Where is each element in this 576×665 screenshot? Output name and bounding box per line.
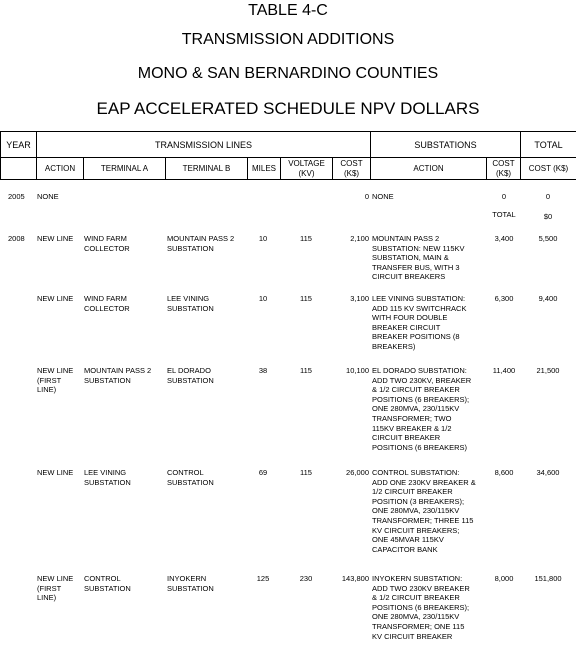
cell-voltage: 115 [300, 234, 312, 243]
cell-terminal-a: MOUNTAIN PASS 2 SUBSTATION [84, 366, 152, 385]
cell-year: 2005 [8, 192, 25, 201]
cell-voltage: 115 [300, 468, 312, 477]
cell-voltage: 115 [300, 366, 312, 375]
cell-terminal-a: LEE VINING SUBSTATION [84, 468, 131, 487]
cell-cost: 3,100 [350, 294, 369, 303]
cell-terminal-b: INYOKERN SUBSTATION [167, 574, 214, 593]
cell-voltage: 230 [299, 574, 313, 583]
cell-total: 5,500 [538, 234, 558, 243]
cell-sub-cost: 11,400 [492, 366, 516, 375]
header-transmission-lines: TRANSMISSION LINES [37, 132, 371, 158]
header-terminal-a: TERMINAL A [84, 158, 166, 180]
cell-cost: 0 [364, 192, 369, 201]
total-value: $0 [543, 212, 553, 221]
cell-terminal-a: CONTROL SUBSTATION [84, 574, 131, 593]
cell-sub-cost: 8,000 [494, 574, 514, 583]
cell-action: NONE [37, 192, 59, 201]
cell-total: 21,500 [536, 366, 560, 375]
table-number: TABLE 4-C [248, 2, 328, 19]
cell-cost: 2,100 [350, 234, 369, 243]
header-sub-cost: COST (K$) [487, 158, 521, 180]
cell-miles: 69 [258, 468, 268, 477]
cell-year: 2008 [8, 234, 25, 243]
cell-sub-action: EL DORADO SUBSTATION: ADD TWO 230KV, BREAKER & 1/2 CIRCUIT BREAKER POSITIONS (6 BREAKERS); ONE 280MVA, 230/115KV TRANSFORMER; TWO 115KV BREAKER & 1/2 CIRCUIT BREAKER POSITIONS (6 BREAKERS) [372, 366, 472, 452]
cell-sub-action: LEE VINING SUBSTATION: ADD 115 KV SWITCHRACK WITH FOUR DOUBLE BREAKER CIRCUIT BREAKER POSITIONS (8 BREAKERS) [372, 294, 467, 351]
header-miles: MILES [248, 158, 281, 180]
cell-sub-action: NONE [372, 192, 394, 201]
cell-action: NEW LINE [37, 294, 74, 303]
header-voltage: VOLTAGE (KV) [281, 158, 333, 180]
cell-sub-action: MOUNTAIN PASS 2 SUBSTATION: NEW 115KV SUBSTATION, MAIN & TRANSFER BUS, WITH 3 CIRCUIT BREAKERS [372, 234, 465, 282]
cell-cost: 143,800 [341, 574, 369, 583]
cell-terminal-a: WIND FARM COLLECTOR [84, 294, 130, 313]
cell-sub-cost: 0 [501, 192, 507, 201]
cell-miles: 10 [258, 234, 268, 243]
header-total-cost: COST (K$) [521, 158, 576, 180]
table-title: TRANSMISSION ADDITIONS [181, 31, 395, 48]
header-terminal-b: TERMINAL B [166, 158, 248, 180]
header-cost: COST (K$) [333, 158, 371, 180]
cell-sub-cost: 8,600 [494, 468, 514, 477]
cell-sub-cost: 3,400 [494, 234, 514, 243]
cell-sub-action: INYOKERN SUBSTATION: ADD TWO 230KV BREAKER & 1/2 CIRCUIT BREAKER POSITIONS (6 BREAKERS); ONE 280MVA, 230/115KV TRANSFORMER; ONE 115 KV CIRCUIT BREAKER [372, 574, 470, 641]
header-total: TOTAL [521, 132, 576, 158]
table-subtitle-counties: MONO & SAN BERNARDINO COUNTIES [137, 65, 439, 82]
cell-total: 0 [545, 192, 551, 201]
cell-terminal-b: EL DORADO SUBSTATION [167, 366, 214, 385]
cell-terminal-b: CONTROL SUBSTATION [167, 468, 214, 487]
total-label: TOTAL [492, 210, 516, 219]
cell-action: NEW LINE (FIRST LINE) [37, 366, 74, 395]
cell-miles: 38 [258, 366, 268, 375]
cell-action: NEW LINE [37, 234, 74, 243]
cell-total: 34,600 [536, 468, 560, 477]
cell-sub-cost: 6,300 [494, 294, 514, 303]
cell-sub-action: CONTROL SUBSTATION: ADD ONE 230KV BREAKER & 1/2 CIRCUIT BREAKER POSITION (3 BREAKERS); ONE 280MVA, 230/115KV TRANSFORMER; THREE 115 KV CIRCUIT BREAKERS; ONE 45MVAR 115KV CAPACITOR BANK [372, 468, 476, 554]
header-year-blank [1, 158, 37, 180]
cell-action: NEW LINE [37, 468, 74, 477]
cell-cost: 26,000 [346, 468, 369, 477]
header-substations: SUBSTATIONS [371, 132, 521, 158]
table-header [0, 131, 576, 180]
cell-total: 9,400 [538, 294, 558, 303]
cell-terminal-a: WIND FARM COLLECTOR [84, 234, 130, 253]
cell-action: NEW LINE (FIRST LINE) [37, 574, 74, 603]
cell-cost: 10,100 [346, 366, 369, 375]
table-subtitle-schedule: EAP ACCELERATED SCHEDULE NPV DOLLARS [96, 99, 480, 118]
header-action: ACTION [37, 158, 84, 180]
cell-miles: 125 [256, 574, 270, 583]
header-year: YEAR [1, 132, 37, 158]
cell-miles: 10 [258, 294, 268, 303]
cell-total: 151,800 [534, 574, 562, 583]
cell-voltage: 115 [300, 294, 312, 303]
header-sub-action: ACTION [371, 158, 487, 180]
cell-terminal-b: LEE VINING SUBSTATION [167, 294, 214, 313]
cell-terminal-b: MOUNTAIN PASS 2 SUBSTATION [167, 234, 235, 253]
